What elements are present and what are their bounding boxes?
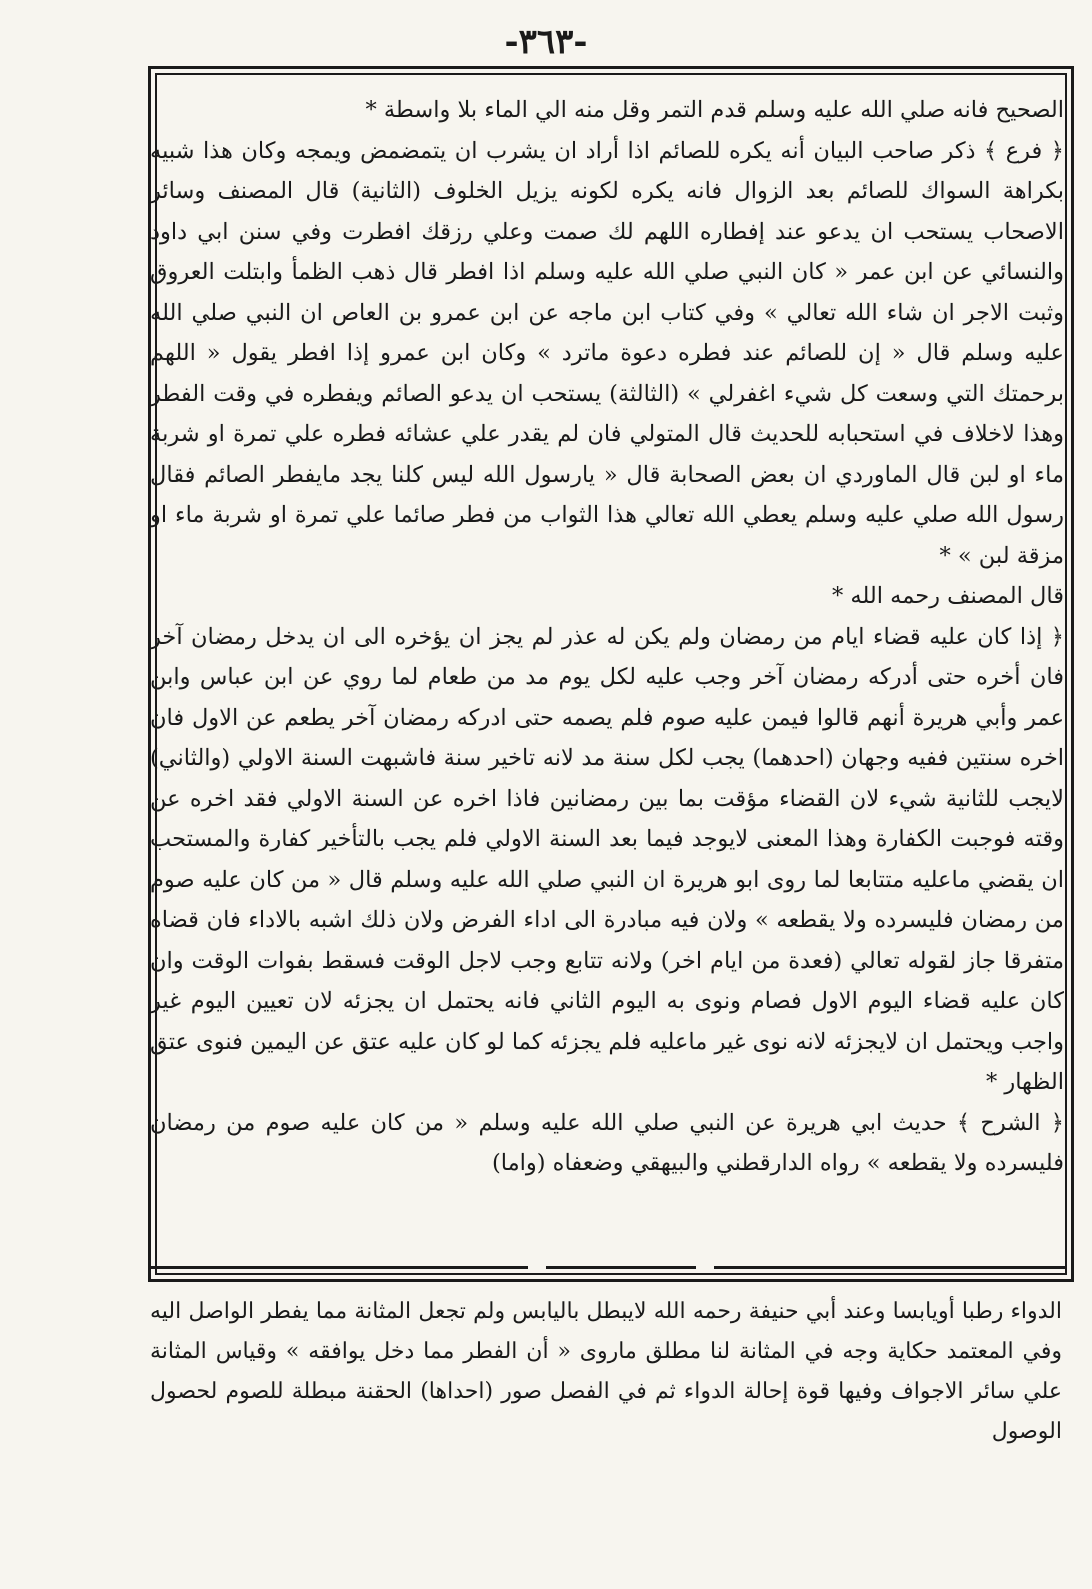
divider <box>546 1266 696 1269</box>
footnote-text <box>150 1292 1062 1452</box>
main-text <box>150 90 1064 1184</box>
paragraph: ﴿ الشرح ﴾ حديث ابي هريرة عن النبي صلي الله عليه وسلم « من كان عليه صوم من رمضان فليسرده ولا يقطعه » رواه الدارقطني والبيهقي وضعفاه (واما) <box>150 1109 1064 1176</box>
paragraph: الصحيح فانه صلي الله عليه وسلم قدم التمر وقل منه الي الماء بلا واسطة * <box>365 97 1064 123</box>
footnote-paragraph: الدواء رطبا أويابسا وعند أبي حنيفة رحمه الله لايبطل باليابس ولم تجعل المثانة مما يفطر الواصل اليه وفي المعتمد حكاية وجه في المثانة لنا مطلق ماروى « أن الفطر مما دخل يوافقه » وقياس المثانة علي سائر الاجواف وفيها قوة إحالة الدواء ثم في الفصل صور (احداها) الحقنة مبطلة للصوم لحصول الوصول <box>150 1299 1062 1444</box>
divider <box>148 1266 528 1269</box>
paragraph: ﴿ إذا كان عليه قضاء ايام من رمضان ولم يكن له عذر لم يجز ان يؤخره الى ان يدخل رمضان آخر فان أخره حتى أدركه رمضان آخر وجب عليه لكل يوم مد من طعام لما روي عن ابن عباس وابن عمر وأبي هريرة أنهم قالوا فيمن عليه صوم فلم يصمه حتى ادركه رمضان آخر يطعم عن الاول فان اخره سنتين ففيه وجهان (احدهما) يجب لكل سنة مد لانه تاخير سنة فاشبهت السنة الاولي (والثاني) لايجب للثانية شيء لان القضاء مؤقت بما بين رمضانين فاذا اخره عن السنة الاولي فقد اخره عن وقته فوجبت الكفارة وهذا المعنى لايوجد فيما بعد السنة الاولي فلم يجب بالتأخير كفارة والمستحب ان يقضي ماعليه متتابعا لما روى ابو هريرة ان النبي صلي الله عليه وسلم قال « من كان عليه صوم من رمضان فليسرده ولا يقطعه » ولان فيه مبادرة الى اداء الفرض ولان ذلك اشبه بالاداء فان قضاه متفرقا جاز لقوله تعالي (فعدة من ايام اخر) ولانه تتابع وجب لاجل الوقت فسقط بفوات الوقت وان كان عليه قضاء اليوم الاول فصام ونوى به اليوم الثاني فانه يحتمل ان يجزئه لان تعيين اليوم غير واجب ويحتمل ان لايجزئه لانه نوى غير ماعليه فلم يجزئه كما لو كان عليه عتق عن اليمين فنوى عتق الظهار * <box>150 623 1064 1095</box>
page-number: -٣٦٣- <box>504 22 588 62</box>
paragraph: ﴿ فرع ﴾ ذكر صاحب البيان أنه يكره للصائم اذا أراد ان يشرب ان يتمضمض ويمجه وكان هذا شبيه بكراهة السواك للصائم بعد الزوال فانه يكره لكونه يزيل الخلوف (الثانية) قال المصنف وسائر الاصحاب يستحب ان يدعو عند إفطاره اللهم لك صمت وعلي رزقك افطرت وفي سنن ابي داود والنسائي عن ابن عمر « كان النبي صلي الله عليه وسلم اذا افطر قال ذهب الظمأ وابتلت العروق وثبت الاجر ان شاء الله تعالي » وفي كتاب ابن ماجه عن ابن عمرو بن العاص ان النبي صلي الله عليه وسلم قال « إن للصائم عند فطره دعوة ماترد » وكان ابن عمرو إذا افطر يقول « اللهم برحمتك التي وسعت كل شيء اغفرلي » (الثالثة) يستحب ان يدعو الصائم ويفطره في وقت الفطر وهذا لاخلاف في استحبابه للحديث قال المتولي فان لم يقدر علي عشائه فطره علي تمرة او شربة ماء او لبن قال الماوردي ان بعض الصحابة قال « يارسول الله ليس كلنا يجد مايفطر الصائم فقال رسول الله صلي عليه وسلم يعطي الله تعالي هذا الثواب من فطر صائما علي تمرة او شربة ماء او مزقة لبن » * <box>150 137 1064 569</box>
author-heading: قال المصنف رحمه الله * <box>832 583 1064 609</box>
divider <box>714 1266 1066 1269</box>
